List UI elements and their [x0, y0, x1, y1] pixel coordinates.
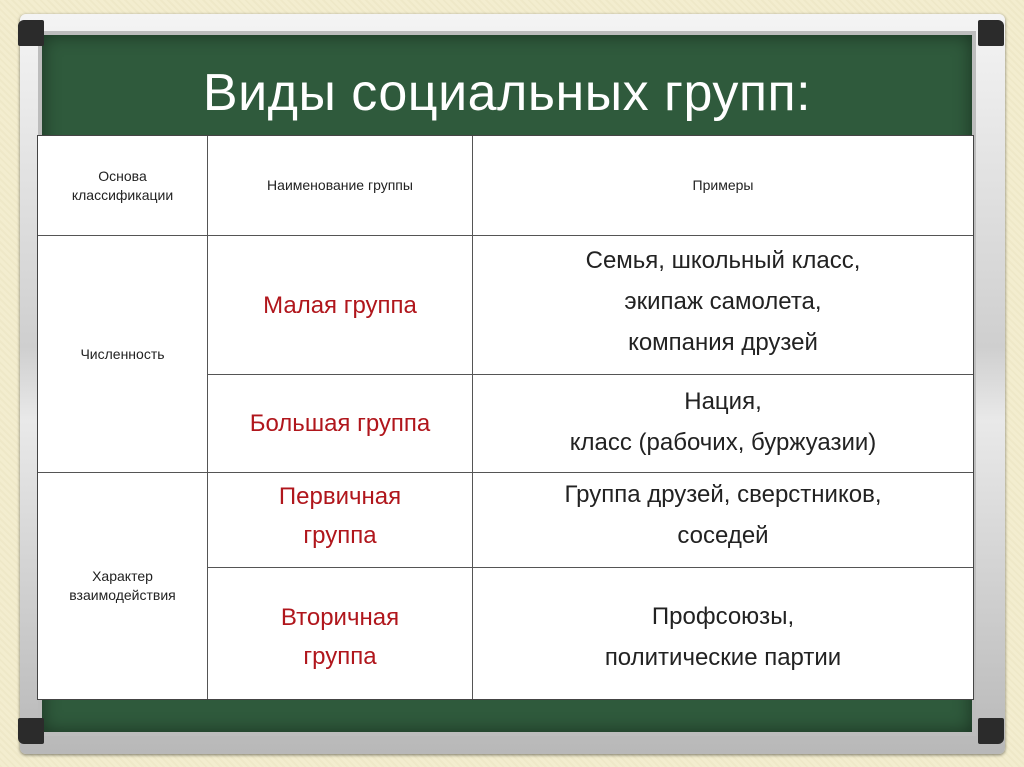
examples-cell-large [473, 375, 973, 472]
group-cell-large [208, 375, 472, 472]
header-basis-line-1: Основа [98, 167, 147, 184]
group-cell-secondary [208, 568, 472, 699]
frame-corner-bottom-left [18, 718, 44, 744]
group-cell-primary [208, 473, 472, 567]
header-examples: Примеры [692, 177, 754, 193]
group-primary-line-1: Первичная [278, 483, 402, 510]
frame-corner-top-left [18, 20, 44, 46]
examples-cell-primary [473, 473, 973, 567]
group-small-label: Малая группа [263, 291, 417, 319]
basis-cell-interaction [38, 473, 207, 699]
slide-title: Виды социальных групп: [202, 64, 812, 122]
basis-cell-size: Численность [80, 345, 165, 362]
header-basis [38, 136, 207, 235]
examples-small-line-1: Семья, школьный класс, [585, 246, 861, 274]
examples-primary-line-1: Группа друзей, сверстников, [564, 481, 882, 508]
group-primary-line-2: группа [303, 522, 377, 549]
frame-corner-bottom-right [978, 718, 1004, 744]
social-groups-table [37, 135, 974, 700]
basis-interaction-line-1: Характер [92, 568, 153, 584]
examples-secondary-line-1: Профсоюзы, [651, 602, 795, 630]
examples-primary-line-2: соседей [677, 522, 769, 549]
group-secondary-line-1: Вторичная [280, 603, 400, 631]
examples-large-line-1: Нация, [684, 387, 762, 415]
examples-cell-small [473, 236, 973, 374]
group-secondary-line-2: группа [303, 642, 377, 670]
examples-large-line-2: класс (рабочих, буржуазии) [569, 428, 877, 456]
header-group-name: Наименование группы [267, 177, 413, 193]
basis-interaction-line-2: взаимодействия [69, 587, 176, 603]
examples-small-line-2: экипаж самолета, [624, 287, 822, 315]
group-large-label: Большая группа [249, 410, 431, 437]
header-basis-line-2: классификации [71, 186, 174, 203]
frame-corner-top-right [978, 20, 1004, 46]
examples-small-line-3: компания друзей [628, 328, 818, 356]
group-cell-small [208, 236, 472, 374]
examples-cell-secondary [473, 568, 973, 699]
examples-secondary-line-2: политические партии [604, 643, 842, 671]
